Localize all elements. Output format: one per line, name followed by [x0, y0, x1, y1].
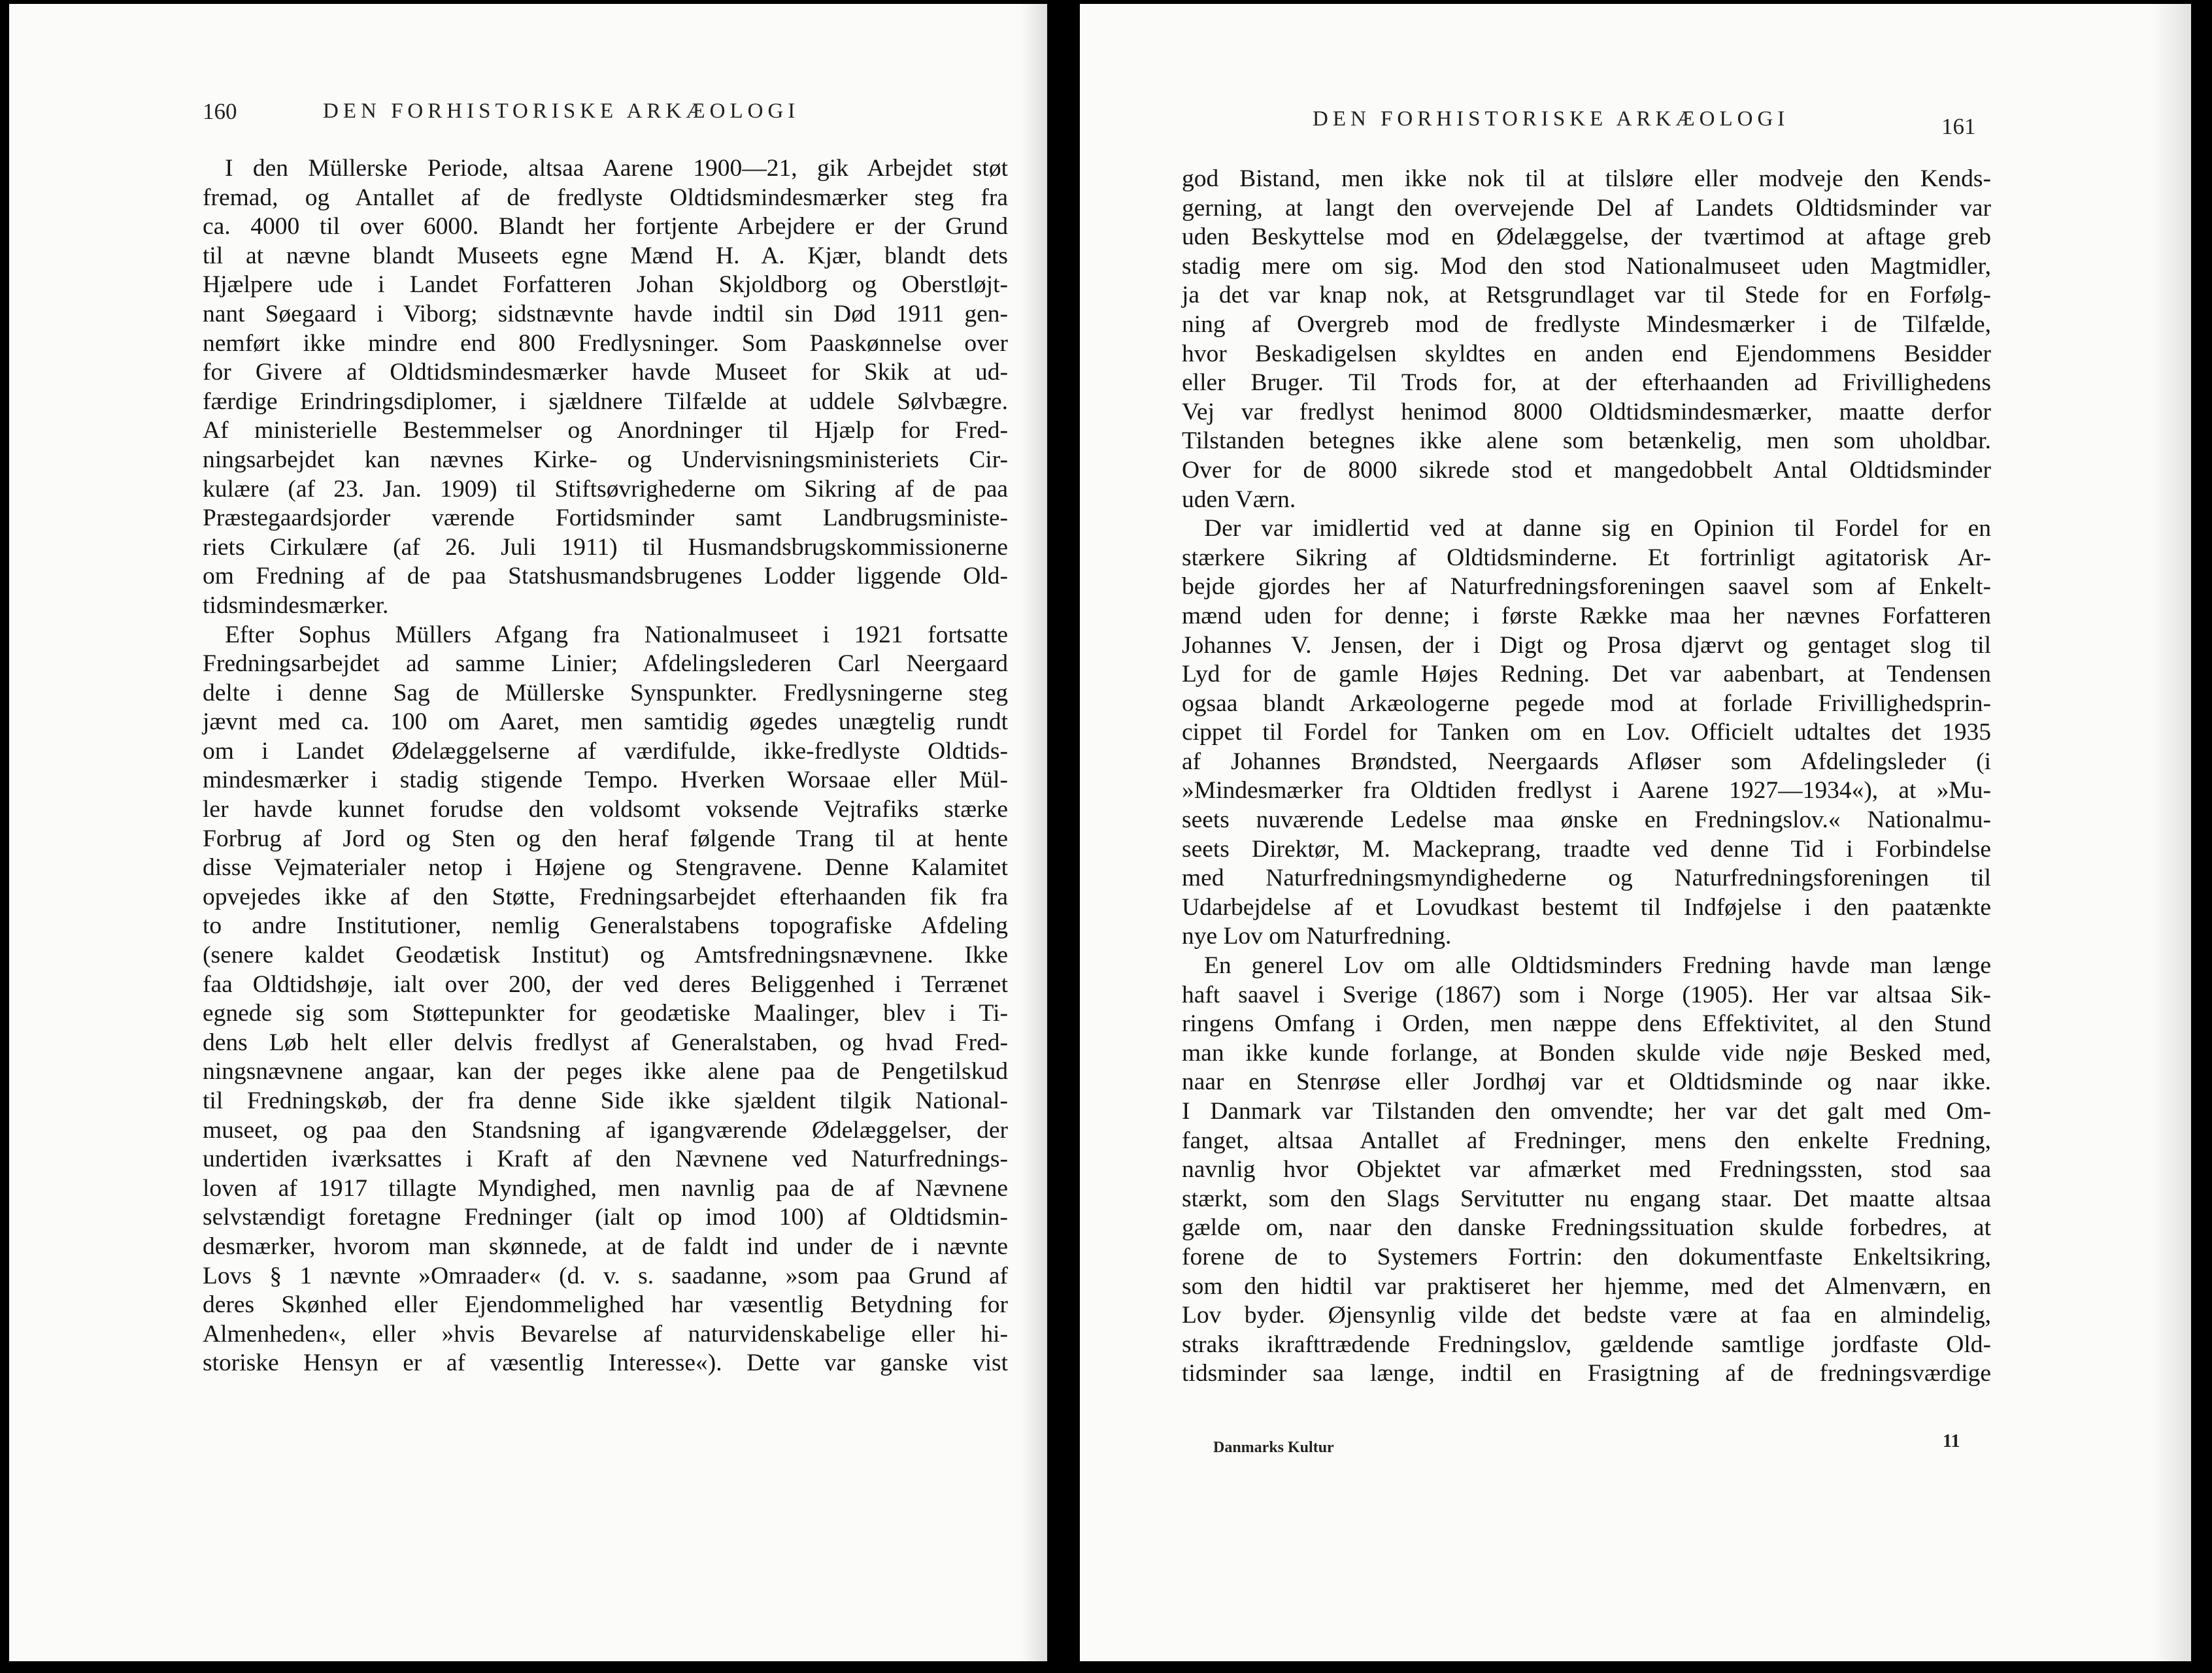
text-line: af Johannes Brøndsted, Neergaards Afløser som Afdelingsleder (i: [1182, 748, 1991, 775]
text-line: fanget, altsaa Antallet af Fredninger, mens den enkelte Fredning,: [1182, 1127, 1991, 1154]
text-line: for Givere af Oldtidsmindesmærker havde Museet for Skik at ud-: [203, 359, 1008, 386]
left-page: [9, 4, 1047, 1661]
page-number: 161: [1941, 114, 1976, 139]
text-line: Johannes V. Jensen, der i Digt og Prosa djærvt og gentaget slog til: [1182, 631, 1991, 659]
text-line: ja det var knap nok, at Retsgrundlaget var til Stede for en Forfølg-: [1182, 282, 1991, 309]
text-line: Vej var fredlyst henimod 8000 Oldtidsmindesmærker, maatte derfor: [1182, 398, 1991, 425]
text-line: nemført ikke mindre end 800 Fredlysninger. Som Paaskønnelse over: [203, 329, 1008, 357]
text-line: stadig mere om sig. Mod den stod Nationalmuseet uden Magtmidler,: [1182, 252, 1991, 280]
text-line: mindesmærker i stadig stigende Tempo. Hverken Worsaae eller Mül-: [203, 767, 1008, 794]
text-line: Lovs § 1 nævnte »Omraader« (d. v. s. saadanne, »som paa Grund af: [203, 1262, 1008, 1289]
text-line: Lyd for de gamle Højes Redning. Det var aabenbart, at Tendensen: [1182, 661, 1991, 688]
text-line: Udarbejdelse af et Lovudkast bestemt til Indføjelse i den paatænkte: [1182, 893, 1991, 921]
text-line: Der var imidlertid ved at danne sig en Opinion til Fordel for en: [1204, 515, 1991, 542]
body-text: [203, 154, 1008, 1378]
text-line: I den Müllerske Periode, altsaa Aarene 1900—21, gik Arbejdet støt: [225, 155, 1008, 182]
text-line: storiske Hensyn er af væsentlig Interesse«). Dette var ganske vist: [203, 1350, 1008, 1377]
text-line: disse Vejmaterialer netop i Højene og Stengravene. Denne Kalamitet: [203, 854, 1008, 882]
text-line: (senere kaldet Geodætisk Institut) og Amtsfredningsnævnene. Ikke: [203, 942, 1008, 969]
text-line: Almenheden«, eller »hvis Bevarelse af naturvidenskabelige eller hi-: [203, 1320, 1008, 1348]
text-line: forene de to Systemers Fortrin: den dokumentfaste Enkeltsikring,: [1182, 1243, 1991, 1270]
text-line: haft saavel i Sverige (1867) som i Norge (1905). Her var altsaa Sik-: [1182, 981, 1991, 1008]
body-text: [1182, 165, 1991, 1389]
text-line: god Bistand, men ikke nok til at tilsløre eller modveje den Kends-: [1182, 165, 1991, 192]
text-line: Tilstanden betegnes ikke alene som betænkelig, men som uholdbar.: [1182, 427, 1991, 455]
text-line: færdige Erindringsdiplomer, i sjældnere Tilfælde at uddele Sølvbægre.: [203, 388, 1008, 415]
text-line: som den hidtil var praktiseret her hjemme, med det Almenværn, en: [1182, 1272, 1991, 1300]
text-line: ogsaa blandt Arkæologerne pegede mod at forlade Frivillighedsprin-: [1182, 689, 1991, 717]
text-line: faa Oldtidshøje, ialt over 200, der ved deres Beliggenhed i Terrænet: [203, 970, 1008, 998]
text-line: uden Beskyttelse mod en Ødelæggelse, der tværtimod at aftage greb: [1182, 224, 1991, 251]
text-line: seets Direktør, M. Mackeprang, traadte ved denne Tid i Forbindelse: [1182, 835, 1991, 863]
text-line: ringens Omfang i Orden, men næppe dens Effektivitet, al den Stund: [1182, 1010, 1991, 1038]
text-line: eller Bruger. Til Trods for, at der efterhaanden ad Frivillighedens: [1182, 369, 1991, 397]
text-line: En generel Lov om alle Oldtidsminders Fredning havde man længe: [1204, 952, 1991, 980]
text-line: Over for de 8000 sikrede stod et mangedobbelt Antal Oldtidsminder: [1182, 456, 1991, 484]
text-line: med Naturfredningsmyndighederne og Naturfredningsforeningen til: [1182, 865, 1991, 892]
text-line: naar en Stenrøse eller Jordhøj var et Oldtidsminde og naar ikke.: [1182, 1068, 1991, 1096]
text-line: stærkt, som den Slags Servitutter nu engang staar. Det maatte altsaa: [1182, 1185, 1991, 1212]
text-line: dens Løb helt eller delvis fredlyst af Generalstaben, og hvad Fred-: [203, 1029, 1008, 1056]
text-line: nant Søegaard i Viborg; sidstnævnte havde indtil sin Død 1911 gen-: [203, 300, 1008, 327]
text-line: kulære (af 23. Jan. 1909) til Stiftsøvrighederne om Sikring af de paa: [203, 475, 1008, 503]
text-line: »Mindesmærker fra Oldtiden fredlyst i Aarene 1927—1934«), at »Mu-: [1182, 777, 1991, 804]
text-line: om Fredning af de paa Statshusmandsbrugenes Lodder liggende Old-: [203, 563, 1008, 590]
text-line: museet, og paa den Standsning af igangværende Ødelæggelser, der: [203, 1116, 1008, 1144]
text-line: stærkere Sikring af Oldtidsminderne. Et fortrinligt agitatorisk Ar-: [1182, 544, 1991, 571]
running-head: DEN FORHISTORISKE ARKÆOLOGI: [323, 99, 800, 123]
text-line: cippet til Fordel for Tanken om en Lov. Officielt udtaltes det 1935: [1182, 719, 1991, 746]
text-line: Lov byder. Øjensynlig vilde det bedste være at faa en almindelig,: [1182, 1302, 1991, 1329]
text-line: tidsminder saa længe, indtil en Frasigtning af de fredningsværdige: [1182, 1360, 1991, 1387]
text-line: ler havde kunnet forudse den voldsomt voksende Vejtrafiks stærke: [203, 796, 1008, 823]
text-line: gerning, at langt den overvejende Del af Landets Oldtidsminder var: [1182, 194, 1991, 222]
text-line: uden Værn.: [1182, 486, 1296, 513]
text-line: Fredningsarbejdet ad samme Linier; Afdelingslederen Carl Neergaard: [203, 650, 1008, 678]
text-line: I Danmark var Tilstanden den omvendte; her var det galt med Om-: [1182, 1098, 1991, 1125]
text-line: seets nuværende Ledelse maa ønske en Fredningslov.« Nationalmu-: [1182, 806, 1991, 834]
text-line: riets Cirkulære (af 26. Juli 1911) til Husmandsbrugskommissionerne: [203, 533, 1008, 561]
text-line: Efter Sophus Müllers Afgang fra Nationalmuseet i 1921 fortsatte: [225, 621, 1008, 648]
text-line: mænd uden for denne; i første Række maa her nævnes Forfatteren: [1182, 602, 1991, 629]
text-line: undertiden iværksattes i Kraft af den Nævnene ved Naturfrednings-: [203, 1146, 1008, 1173]
text-line: til Fredningskøb, der fra denne Side ikke sjældent tilgik National-: [203, 1087, 1008, 1114]
text-line: delte i denne Sag de Müllerske Synspunkter. Fredlysningerne steg: [203, 679, 1008, 706]
text-line: ning af Overgreb mod de fredlyste Mindesmærker i de Tilfælde,: [1182, 310, 1991, 338]
text-line: opvejedes ikke af den Støtte, Fredningsarbejdet efterhaanden fik fra: [203, 883, 1008, 910]
footer-title: Danmarks Kultur: [1213, 1439, 1334, 1456]
text-line: straks ikrafttrædende Fredningslov, gældende samtlige jordfaste Old-: [1182, 1331, 1991, 1358]
text-line: to andre Institutioner, nemlig Generalstabens topografiske Afdeling: [203, 912, 1008, 940]
text-line: gælde om, naar den danske Fredningssituation skulde forbedres, at: [1182, 1214, 1991, 1242]
text-line: Forbrug af Jord og Sten og den heraf følgende Trang til at hente: [203, 825, 1008, 852]
page-number: 160: [203, 99, 237, 124]
text-line: ca. 4000 til over 6000. Blandt her fortjente Arbejdere er der Grund: [203, 213, 1008, 240]
text-line: fremad, og Antallet af de fredlyste Oldtidsmindesmærker steg fra: [203, 184, 1008, 211]
text-line: egnede sig som Støttepunkter for geodætiske Maalinger, blev i Ti-: [203, 1000, 1008, 1027]
text-line: desmærker, hvorom man skønnede, at de faldt ind under de i nævnte: [203, 1233, 1008, 1260]
text-line: hvor Beskadigelsen skyldtes en anden end Ejendommens Besidder: [1182, 340, 1991, 367]
text-line: Af ministerielle Bestemmelser og Anordninger til Hjælp for Fred-: [203, 417, 1008, 444]
text-line: selvstændigt foretagne Fredninger (ialt op imod 100) af Oldtidsmin-: [203, 1204, 1008, 1231]
text-line: tidsmindesmærker.: [203, 591, 389, 619]
text-line: om i Landet Ødelæggelserne af værdifulde, ikke-fredlyste Oldtids-: [203, 737, 1008, 765]
text-line: nye Lov om Naturfredning.: [1182, 923, 1452, 950]
text-line: Hjælpere ude i Landet Forfatteren Johan Skjoldborg og Oberstløjt-: [203, 271, 1008, 299]
text-line: til at nævne blandt Museets egne Mænd H. A. Kjær, blandt dets: [203, 242, 1008, 269]
text-line: deres Skønhed eller Ejendommelighed har væsentlig Betydning for: [203, 1291, 1008, 1319]
text-line: loven af 1917 tillagte Myndighed, men navnlig paa de af Nævnene: [203, 1174, 1008, 1202]
text-line: Præstegaardsjorder værende Fortidsminder samt Landbrugsministe-: [203, 505, 1008, 532]
text-line: navnlig hvor Objektet var afmærket med Fredningssten, stod saa: [1182, 1156, 1991, 1184]
signature-mark: 11: [1943, 1431, 1960, 1451]
text-line: ningsnævnene angaar, kan der peges ikke alene paa de Pengetilskud: [203, 1058, 1008, 1085]
right-page: [1080, 4, 2191, 1661]
text-line: ningsarbejdet kan nævnes Kirke- og Undervisningsministeriets Cir-: [203, 446, 1008, 473]
text-line: bejde gjordes her af Naturfredningsforeningen saavel som af Enkelt-: [1182, 573, 1991, 601]
text-line: man ikke kunde forlange, at Bonden skulde vide nøje Besked med,: [1182, 1039, 1991, 1067]
running-head: DEN FORHISTORISKE ARKÆOLOGI: [1313, 107, 1790, 131]
text-line: jævnt med ca. 100 om Aaret, men samtidig øgedes unægtelig rundt: [203, 708, 1008, 736]
